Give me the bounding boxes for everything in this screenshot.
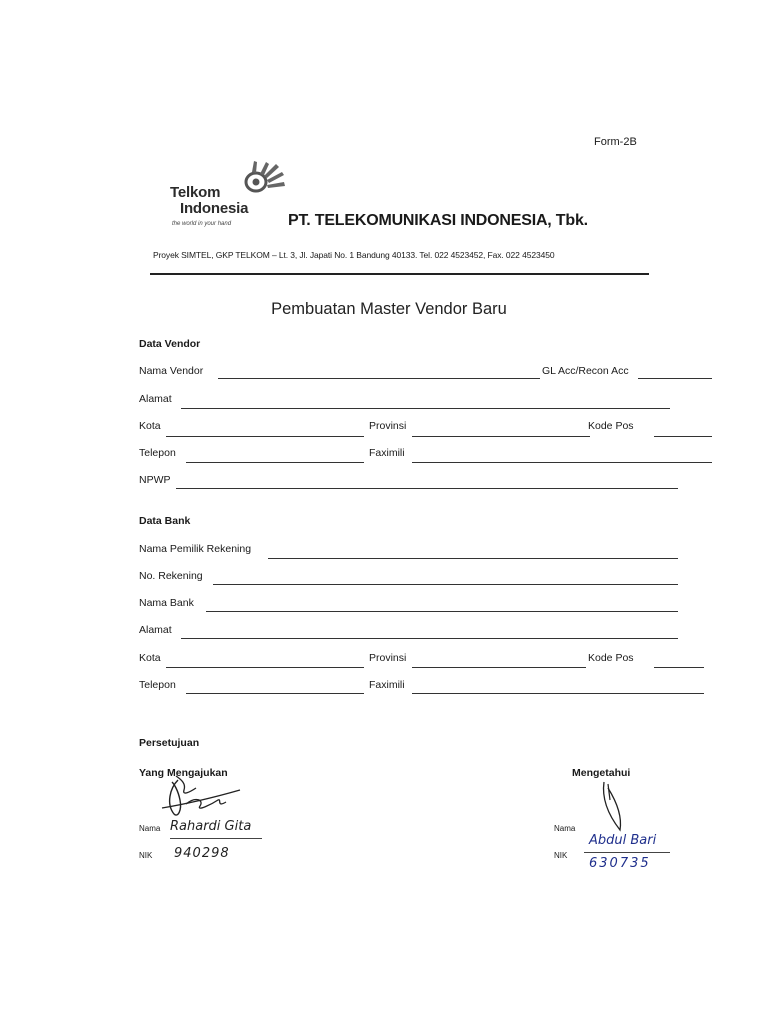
field-nama-pemilik-rekening[interactable] (268, 558, 678, 559)
underline-nama-left (170, 838, 262, 839)
signature-left (156, 774, 248, 822)
label-nama-pemilik-rekening: Nama Pemilik Rekening (139, 543, 252, 555)
company-name: PT. TELEKOMUNIKASI INDONESIA, Tbk. (288, 212, 588, 229)
label-nik-left: NIK (139, 851, 153, 860)
handwritten-nama-right: Abdul Bari (589, 833, 657, 848)
label-bank-kota: Kota (139, 652, 161, 664)
field-npwp[interactable] (176, 488, 678, 489)
label-bank-faximili: Faximili (369, 679, 405, 691)
label-no-rekening: No. Rekening (139, 570, 203, 582)
field-bank-provinsi[interactable] (412, 667, 586, 668)
field-nama-vendor[interactable] (218, 378, 540, 379)
label-vendor-provinsi: Provinsi (369, 420, 407, 432)
signature-right (590, 778, 640, 838)
label-mengetahui: Mengetahui (572, 767, 631, 779)
logo-tagline: the world in your hand (172, 221, 232, 227)
label-nik-right: NIK (554, 851, 568, 860)
company-address: Proyek SIMTEL, GKP TELKOM – Lt. 3, Jl. Japati No. 1 Bandung 40133. Tel. 022 4523452, Fax. 022 4523450 (153, 250, 555, 260)
underline-nik-right (584, 852, 670, 853)
header-divider (150, 273, 649, 275)
section-heading-persetujuan: Persetujuan (139, 737, 200, 749)
field-vendor-telepon[interactable] (186, 462, 364, 463)
label-vendor-telepon: Telepon (139, 447, 176, 459)
label-npwp: NPWP (139, 474, 171, 486)
logo-text-telkom: Telkom (170, 184, 221, 201)
label-nama-right: Nama (554, 824, 576, 833)
label-vendor-faximili: Faximili (369, 447, 405, 459)
label-bank-telepon: Telepon (139, 679, 176, 691)
field-nama-bank[interactable] (206, 611, 678, 612)
telkom-hand-icon (240, 160, 288, 196)
field-bank-kota[interactable] (166, 667, 364, 668)
field-vendor-alamat[interactable] (181, 408, 670, 409)
label-nama-bank: Nama Bank (139, 597, 194, 609)
label-bank-alamat: Alamat (139, 624, 172, 636)
field-bank-alamat[interactable] (181, 638, 678, 639)
label-nama-vendor: Nama Vendor (139, 365, 204, 377)
form-code: Form-2B (594, 136, 637, 148)
handwritten-nama-left: Rahardi Gita (170, 819, 252, 834)
logo-text-indonesia: Indonesia (180, 200, 249, 217)
field-vendor-faximili[interactable] (412, 462, 712, 463)
field-bank-faximili[interactable] (412, 693, 704, 694)
field-vendor-provinsi[interactable] (412, 436, 590, 437)
section-heading-data-vendor: Data Vendor (139, 338, 201, 350)
field-vendor-kota[interactable] (166, 436, 364, 437)
handwritten-nik-right: 630735 (589, 856, 651, 871)
field-bank-telepon[interactable] (186, 693, 364, 694)
label-vendor-alamat: Alamat (139, 393, 172, 405)
label-nama-left: Nama (139, 824, 161, 833)
telkom-logo (166, 160, 296, 232)
label-gl-acc: GL Acc/Recon Acc (542, 365, 629, 377)
section-heading-data-bank: Data Bank (139, 515, 191, 527)
label-yang-mengajukan: Yang Mengajukan (139, 767, 228, 779)
document-title: Pembuatan Master Vendor Baru (271, 300, 507, 318)
field-gl-acc[interactable] (638, 378, 712, 379)
label-vendor-kode-pos: Kode Pos (588, 420, 634, 432)
label-bank-kode-pos: Kode Pos (588, 652, 634, 664)
handwritten-nik-left: 940298 (174, 846, 230, 861)
label-bank-provinsi: Provinsi (369, 652, 407, 664)
field-bank-kode-pos[interactable] (654, 667, 704, 668)
label-vendor-kota: Kota (139, 420, 161, 432)
field-vendor-kode-pos[interactable] (654, 436, 712, 437)
field-no-rekening[interactable] (213, 584, 678, 585)
